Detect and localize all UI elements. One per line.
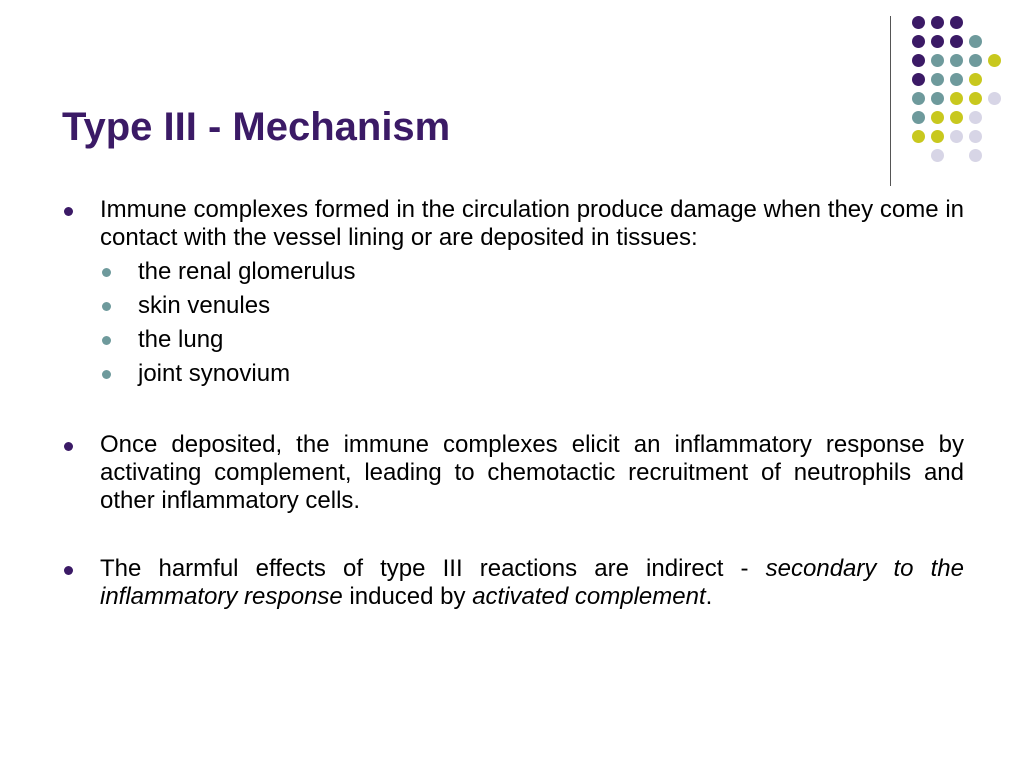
bullet-emphasis: secondary to the inflammatory response <box>100 555 965 610</box>
slide-body <box>62 196 964 611</box>
decor-dot <box>969 130 982 143</box>
decor-dot <box>988 54 1001 67</box>
sub-bullet-item: skin venules <box>100 289 964 323</box>
bullet-immune-complexes <box>62 196 964 391</box>
decor-dot <box>931 35 944 48</box>
decor-dot <box>969 149 982 162</box>
decor-dot <box>912 111 925 124</box>
decor-dot <box>931 130 944 143</box>
decor-dot <box>912 16 925 29</box>
decor-dot <box>931 92 944 105</box>
decor-dot <box>969 73 982 86</box>
decor-dot <box>912 130 925 143</box>
bullet-text: Immune complexes formed in the circulation produce damage when they come in contact with the vessel lining or are deposited in tissues: <box>100 196 964 251</box>
title-divider-line <box>890 16 891 186</box>
bullet-harmful-effects <box>62 555 964 611</box>
decor-dot <box>969 111 982 124</box>
decor-dot <box>931 73 944 86</box>
bullet-text-part: . <box>705 583 713 610</box>
bullet-text-part: The harmful effects of type III reactions are indirect - <box>100 555 766 582</box>
decor-dot <box>950 92 963 105</box>
decor-dot <box>931 16 944 29</box>
decor-dot <box>912 92 925 105</box>
decor-dot <box>950 130 963 143</box>
decor-dot <box>950 16 963 29</box>
decor-dot <box>950 54 963 67</box>
decor-dot <box>931 111 944 124</box>
sub-bullet-item: the lung <box>100 323 964 357</box>
decor-dot <box>931 149 944 162</box>
bullet-text: Once deposited, the immune complexes elicit an inflammatory response by activating complement, leading to chemotactic recruitment of neutrophils and other inflammatory cells. <box>100 431 964 514</box>
decor-dot <box>969 54 982 67</box>
decor-dot <box>950 35 963 48</box>
decor-dot <box>931 54 944 67</box>
decor-dot <box>969 35 982 48</box>
decor-dot <box>988 92 1001 105</box>
bullet-once-deposited <box>62 431 964 515</box>
decor-dot <box>969 92 982 105</box>
sub-bullet-list <box>100 255 964 391</box>
decor-dot <box>912 73 925 86</box>
sub-bullet-item: joint synovium <box>100 357 964 391</box>
bullet-emphasis: activated complement <box>472 583 706 610</box>
decor-dot <box>912 54 925 67</box>
decor-dot <box>912 35 925 48</box>
bullet-text-part: induced by <box>342 583 473 610</box>
decor-dot <box>950 73 963 86</box>
slide-title: Type III - Mechanism <box>62 105 451 149</box>
sub-bullet-item: the renal glomerulus <box>100 255 964 289</box>
decor-dot <box>950 111 963 124</box>
